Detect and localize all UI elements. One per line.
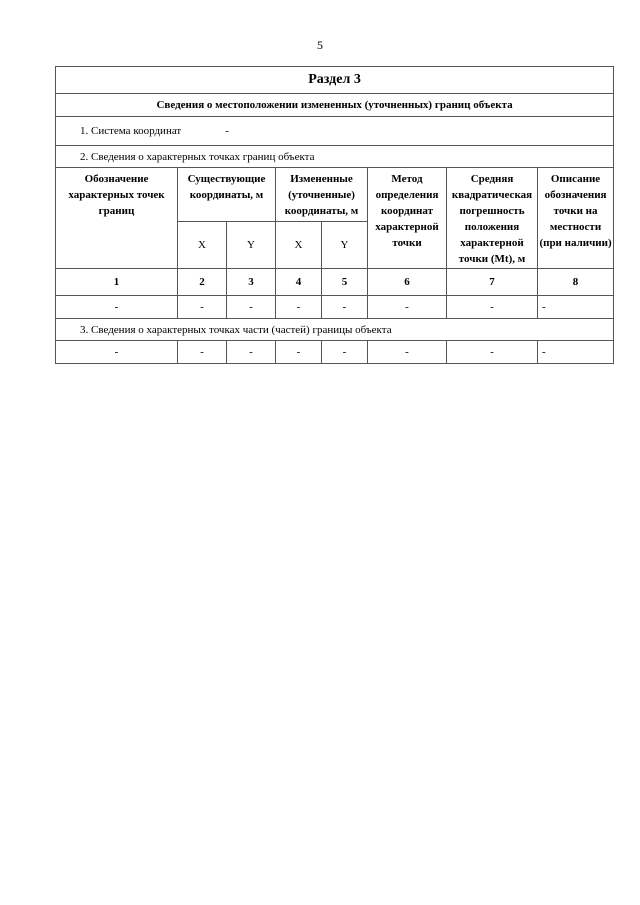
header-existing-coords: Существующие координаты, м <box>178 168 276 222</box>
coord-system-label: 1. Система координат <box>80 125 182 137</box>
section-subtitle: Сведения о местоположении измененных (уточненных) границ объекта <box>56 94 614 117</box>
table-cell: - <box>227 296 276 319</box>
header-error: Средняя квадратическая погрешность положения характерной точки (Mt), м <box>447 168 538 269</box>
table-cell: - <box>538 296 614 319</box>
column-number: 3 <box>227 269 276 296</box>
table-cell: - <box>276 341 322 364</box>
table-cell: - <box>368 341 447 364</box>
table-cell: - <box>447 296 538 319</box>
table-cell: - <box>322 296 368 319</box>
header-existing-y: Y <box>227 222 276 269</box>
table-cell: - <box>178 341 227 364</box>
header-changed-x: X <box>276 222 322 269</box>
column-number: 7 <box>447 269 538 296</box>
header-method: Метод определения координат характерной точки <box>368 168 447 269</box>
header-description: Описание обозначения точки на местности (при наличии) <box>538 168 614 269</box>
table-cell: - <box>322 341 368 364</box>
column-number: 8 <box>538 269 614 296</box>
table-cell: - <box>276 296 322 319</box>
section-title: Раздел 3 <box>56 67 614 94</box>
column-number: 6 <box>368 269 447 296</box>
points-heading: 2. Сведения о характерных точках границ объекта <box>56 146 614 168</box>
part-data-row <box>56 341 614 364</box>
column-number: 5 <box>322 269 368 296</box>
header-changed-coords: Измененные (уточненные) координаты, м <box>276 168 368 222</box>
table-cell: - <box>56 341 178 364</box>
column-numbers-row <box>56 269 614 296</box>
table-cell: - <box>447 341 538 364</box>
page-number: 5 <box>317 38 323 52</box>
table-cell: - <box>227 341 276 364</box>
column-number: 2 <box>178 269 227 296</box>
table-cell: - <box>538 341 614 364</box>
table-cell: - <box>178 296 227 319</box>
coord-system-row <box>56 117 614 146</box>
table-cell: - <box>368 296 447 319</box>
header-designation: Обозначение характерных точек границ <box>56 168 178 269</box>
header-changed-y: Y <box>322 222 368 269</box>
header-existing-x: X <box>178 222 227 269</box>
points-data-row <box>56 296 614 319</box>
coord-system-value: - <box>225 125 229 137</box>
table-cell: - <box>56 296 178 319</box>
column-number: 4 <box>276 269 322 296</box>
column-number: 1 <box>56 269 178 296</box>
part-heading: 3. Сведения о характерных точках части (частей) границы объекта <box>56 319 614 341</box>
section-table <box>55 66 614 364</box>
